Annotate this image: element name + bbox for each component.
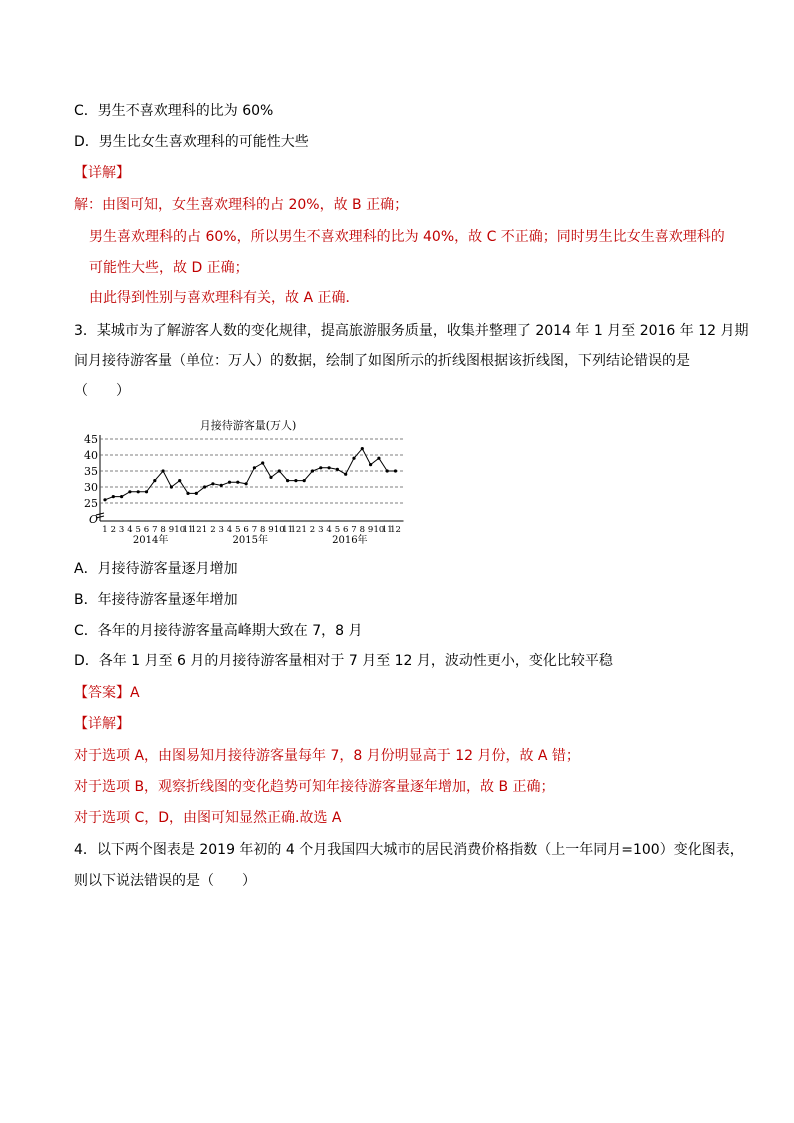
y-tick-label: 40 — [84, 449, 98, 462]
solution-1-line-1: 解：由图可知，女生喜欢理科的占 20%，故 B 正确； — [74, 197, 409, 213]
x-tick-label: 5 — [334, 525, 341, 535]
data-point — [386, 469, 389, 472]
y-tick-label: 25 — [84, 497, 98, 510]
detail-heading-2: 【详解】 — [74, 716, 130, 732]
x-tick-label: 6 — [243, 525, 249, 535]
question-3-line-1: 3．某城市为了解游客人数的变化规律，提高旅游服务质量，收集并整理了 2014 年 1 月至 2016 年 12 月期 — [74, 323, 749, 339]
data-point — [112, 495, 115, 498]
x-tick-label: 1 — [301, 525, 307, 535]
question-3-line-3: （ ） — [74, 383, 130, 399]
year-label: 2016年 — [332, 535, 368, 546]
data-point — [319, 466, 322, 469]
x-tick-label: 12 — [290, 525, 302, 535]
x-tick-label: 7 — [251, 525, 258, 535]
solution-1-line-2: 男生喜欢理科的占 60%，所以男生不喜欢理科的比为 40%，故 C 不正确；同时男生比女生喜欢理科的 — [89, 229, 725, 245]
year-label: 2014年 — [132, 535, 169, 546]
data-point — [145, 490, 148, 493]
x-tick-label: 8 — [160, 525, 166, 535]
origin-label: O — [89, 513, 99, 526]
data-point — [228, 481, 231, 484]
x-tick-label: 4 — [127, 525, 133, 535]
x-tick-label: 11 — [282, 525, 294, 535]
series-line — [105, 449, 396, 500]
data-point — [137, 490, 140, 493]
x-tick-label: 1 — [102, 525, 108, 535]
solution-1-line-3: 可能性大些，故 D 正确； — [89, 260, 249, 276]
data-point — [303, 479, 306, 482]
x-tick-label: 11 — [182, 525, 194, 535]
data-point — [162, 469, 165, 472]
data-point — [311, 469, 314, 472]
x-tick-label: 8 — [259, 525, 266, 535]
data-point — [203, 485, 206, 488]
data-point — [120, 495, 123, 498]
data-point — [286, 479, 289, 482]
solution-2-line-3: 对于选项 C，D，由图可知显然正确.故选 A — [74, 810, 342, 826]
option-b: B．年接待游客量逐年增加 — [74, 592, 238, 608]
data-point — [328, 466, 331, 469]
detail-heading-1: 【详解】 — [74, 165, 130, 181]
solution-1-line-4: 由此得到性别与喜欢理科有关，故 A 正确． — [89, 290, 360, 306]
year-label: 2015年 — [232, 535, 268, 546]
x-tick-label: 10 — [273, 525, 285, 535]
data-point — [352, 457, 355, 460]
question-3-line-2: 间月接待游客量（单位：万人）的数据，绘制了如图所示的折线图根据该折线图，下列结论错误的是 — [74, 353, 690, 369]
x-tick-label: 11 — [381, 525, 393, 535]
data-point — [128, 490, 131, 493]
question-4-line-2: 则以下说法错误的是（ ） — [74, 873, 256, 889]
x-tick-label: 1 — [201, 525, 208, 535]
data-point — [186, 492, 189, 495]
x-tick-label: 7 — [152, 525, 158, 535]
data-point — [278, 469, 281, 472]
data-point — [153, 479, 156, 482]
data-point — [236, 481, 239, 484]
x-tick-label: 9 — [367, 525, 374, 535]
data-point — [294, 479, 297, 482]
y-tick-label: 45 — [84, 433, 98, 446]
data-point — [361, 447, 364, 450]
data-point — [344, 473, 347, 476]
option-a: A．月接待游客量逐月增加 — [74, 561, 238, 577]
x-tick-label: 4 — [226, 525, 233, 535]
x-tick-label: 5 — [135, 525, 141, 535]
x-tick-label: 7 — [351, 525, 357, 535]
option-d-previous: D．男生比女生喜欢理科的可能性大些 — [74, 134, 309, 150]
option-d: D．各年 1 月至 6 月的月接待游客量相对于 7 月至 12 月，波动性更小，变化比较平稳 — [74, 653, 613, 669]
x-tick-label: 10 — [174, 525, 186, 535]
answer-label: 【答案】 — [74, 685, 130, 701]
x-tick-label: 5 — [235, 525, 241, 535]
data-point — [261, 461, 264, 464]
option-c-previous: C．男生不喜欢理科的比为 60% — [74, 103, 274, 119]
x-tick-label: 12 — [190, 525, 202, 535]
x-tick-label: 9 — [268, 525, 274, 535]
x-tick-label: 6 — [143, 525, 150, 535]
answer-value: A — [130, 685, 140, 701]
data-point — [269, 476, 272, 479]
question-4-line-1: 4．以下两个图表是 2019 年初的 4 个月我国四大城市的居民消费价格指数（上一年同月=100）变化图表， — [74, 842, 744, 858]
data-point — [377, 457, 380, 460]
x-tick-label: 4 — [326, 525, 332, 535]
data-point — [369, 463, 372, 466]
data-point — [211, 482, 214, 485]
visitor-line-chart — [84, 415, 408, 546]
solution-2-line-2: 对于选项 B，观察折线图的变化趋势可知年接待游客量逐年增加，故 B 正确； — [74, 779, 555, 795]
x-tick-label: 2 — [110, 525, 117, 535]
y-tick-label: 30 — [84, 481, 98, 494]
answer-line — [74, 684, 140, 702]
data-point — [245, 482, 248, 485]
data-point — [170, 485, 173, 488]
x-tick-label: 2 — [309, 525, 316, 535]
data-point — [103, 498, 106, 501]
x-tick-label: 3 — [218, 525, 224, 535]
data-point — [220, 484, 223, 487]
solution-2-line-1: 对于选项 A，由图易知月接待游客量每年 7，8 月份明显高于 12 月份，故 A 错； — [74, 748, 580, 764]
x-tick-label: 3 — [118, 525, 125, 535]
x-tick-label: 3 — [318, 525, 324, 535]
x-tick-label: 2 — [210, 525, 216, 535]
x-tick-label: 12 — [390, 525, 401, 535]
data-point — [336, 468, 339, 471]
y-tick-label: 35 — [84, 465, 98, 478]
x-tick-label: 9 — [168, 525, 175, 535]
option-c: C．各年的月接待游客量高峰期大致在 7，8 月 — [74, 623, 363, 639]
data-point — [178, 479, 181, 482]
chart-title: 月接待游客量(万人) — [199, 419, 297, 432]
x-tick-label: 6 — [342, 525, 349, 535]
data-point — [195, 492, 198, 495]
x-tick-label: 8 — [359, 525, 366, 535]
x-tick-label: 10 — [373, 525, 385, 535]
data-point — [253, 466, 256, 469]
data-point — [394, 469, 397, 472]
